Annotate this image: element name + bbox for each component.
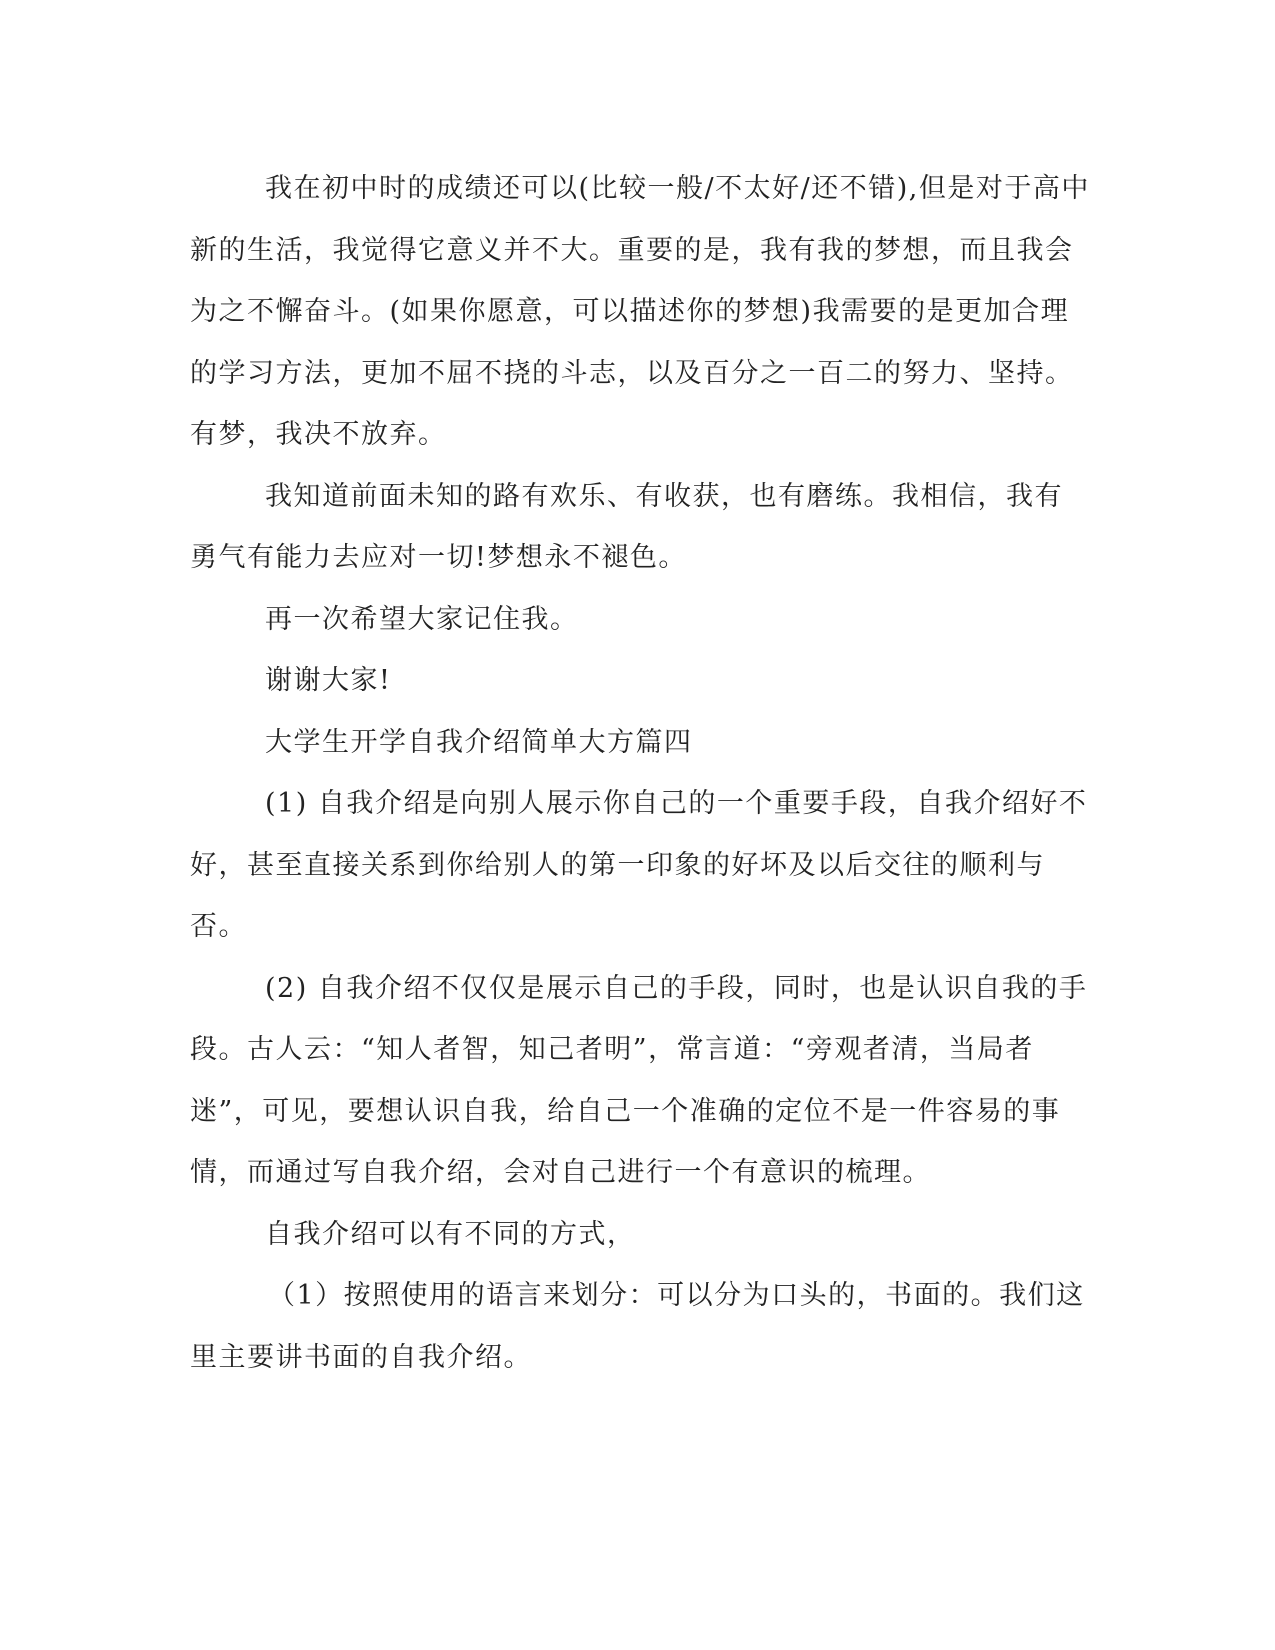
document-body xyxy=(190,158,1090,1388)
paragraph-remember-me: 再一次希望大家记住我。 xyxy=(265,603,579,635)
paragraph-methods-intro: 自我介绍可以有不同的方式， xyxy=(265,1218,636,1250)
paragraph-thanks: 谢谢大家! xyxy=(265,665,392,696)
paragraph-road-ahead: 我知道前面未知的路有欢乐、有收获，也有磨练。我相信，我有勇气有能力去应对一切!梦想永不褪色。 xyxy=(190,480,1063,573)
paragraph-grades-and-dream: 我在初中时的成绩还可以(比较一般/不太好/还不错),但是对于高中新的生活，我觉得它意义并不大。重要的是，我有我的梦想，而且我会为之不懈奋斗。(如果你愿意，可以描述你的梦想)我需要的是更加合理的学习方法，更加不屈不挠的斗志，以及百分之一百二的努力、坚持。有梦，我决不放弃。 xyxy=(190,173,1090,450)
paragraph-point-2: (2) 自我介绍不仅仅是展示自己的手段，同时，也是认识自我的手段。古人云：“知人者智，知己者明”，常言道：“旁观者清，当局者迷”，可见，要想认识自我，给自己一个准确的定位不是一件容易的事情，而通过写自我介绍，会对自己进行一个有意识的梳理。 xyxy=(190,972,1088,1188)
paragraph-point-1: (1) 自我介绍是向别人展示你自己的一个重要手段，自我介绍好不好，甚至直接关系到你给别人的第一印象的好坏及以后交往的顺利与否。 xyxy=(190,788,1088,942)
paragraph-method-1: （1）按照使用的语言来划分：可以分为口头的，书面的。我们这里主要讲书面的自我介绍。 xyxy=(190,1280,1085,1373)
section-heading: 大学生开学自我介绍简单大方篇四 xyxy=(265,726,693,758)
